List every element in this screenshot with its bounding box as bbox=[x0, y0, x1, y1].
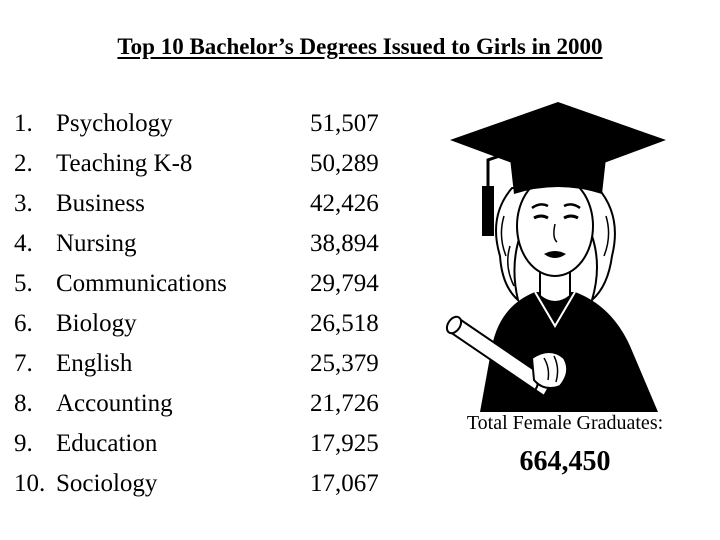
list-item-value: 17,925 bbox=[310, 430, 379, 457]
list-item-value: 29,794 bbox=[310, 270, 379, 297]
list-item-rank: 2. bbox=[14, 150, 33, 177]
list-item-name: Psychology bbox=[56, 110, 173, 137]
graduate-illustration bbox=[440, 96, 670, 412]
list-item-rank: 3. bbox=[14, 190, 33, 217]
list-item-value: 26,518 bbox=[310, 310, 379, 337]
list-item-rank: 8. bbox=[14, 390, 33, 417]
list-item-rank: 9. bbox=[14, 430, 33, 457]
list-item-name: Biology bbox=[56, 310, 137, 337]
list-item-rank: 7. bbox=[14, 350, 33, 377]
list-item-rank: 1. bbox=[14, 110, 33, 137]
total-label: Total Female Graduates: bbox=[466, 412, 664, 434]
list-item-value: 42,426 bbox=[310, 190, 379, 217]
list-item-value: 21,726 bbox=[310, 390, 379, 417]
list-item-name: English bbox=[56, 350, 133, 377]
list-item-name: Accounting bbox=[56, 390, 173, 417]
list-item-value: 51,507 bbox=[310, 110, 379, 137]
list-item-value: 50,289 bbox=[310, 150, 379, 177]
total-value: 664,450 bbox=[519, 446, 611, 477]
list-item-rank: 6. bbox=[14, 310, 33, 337]
list-item-name: Teaching K-8 bbox=[56, 150, 193, 177]
list-item-rank: 5. bbox=[14, 270, 33, 297]
list-item-name: Nursing bbox=[56, 230, 137, 257]
list-item-value: 25,379 bbox=[310, 350, 379, 377]
list-item-value: 38,894 bbox=[310, 230, 379, 257]
list-item-name: Business bbox=[56, 190, 145, 217]
list-item-name: Sociology bbox=[56, 470, 158, 497]
page-title: Top 10 Bachelor’s Degrees Issued to Girls in 2000 bbox=[117, 34, 603, 59]
list-item-value: 17,067 bbox=[310, 470, 379, 497]
list-item-name: Communications bbox=[56, 270, 227, 297]
list-item-rank: 10. bbox=[14, 470, 46, 497]
list-item-rank: 4. bbox=[14, 230, 33, 257]
list-item-name: Education bbox=[56, 430, 158, 457]
